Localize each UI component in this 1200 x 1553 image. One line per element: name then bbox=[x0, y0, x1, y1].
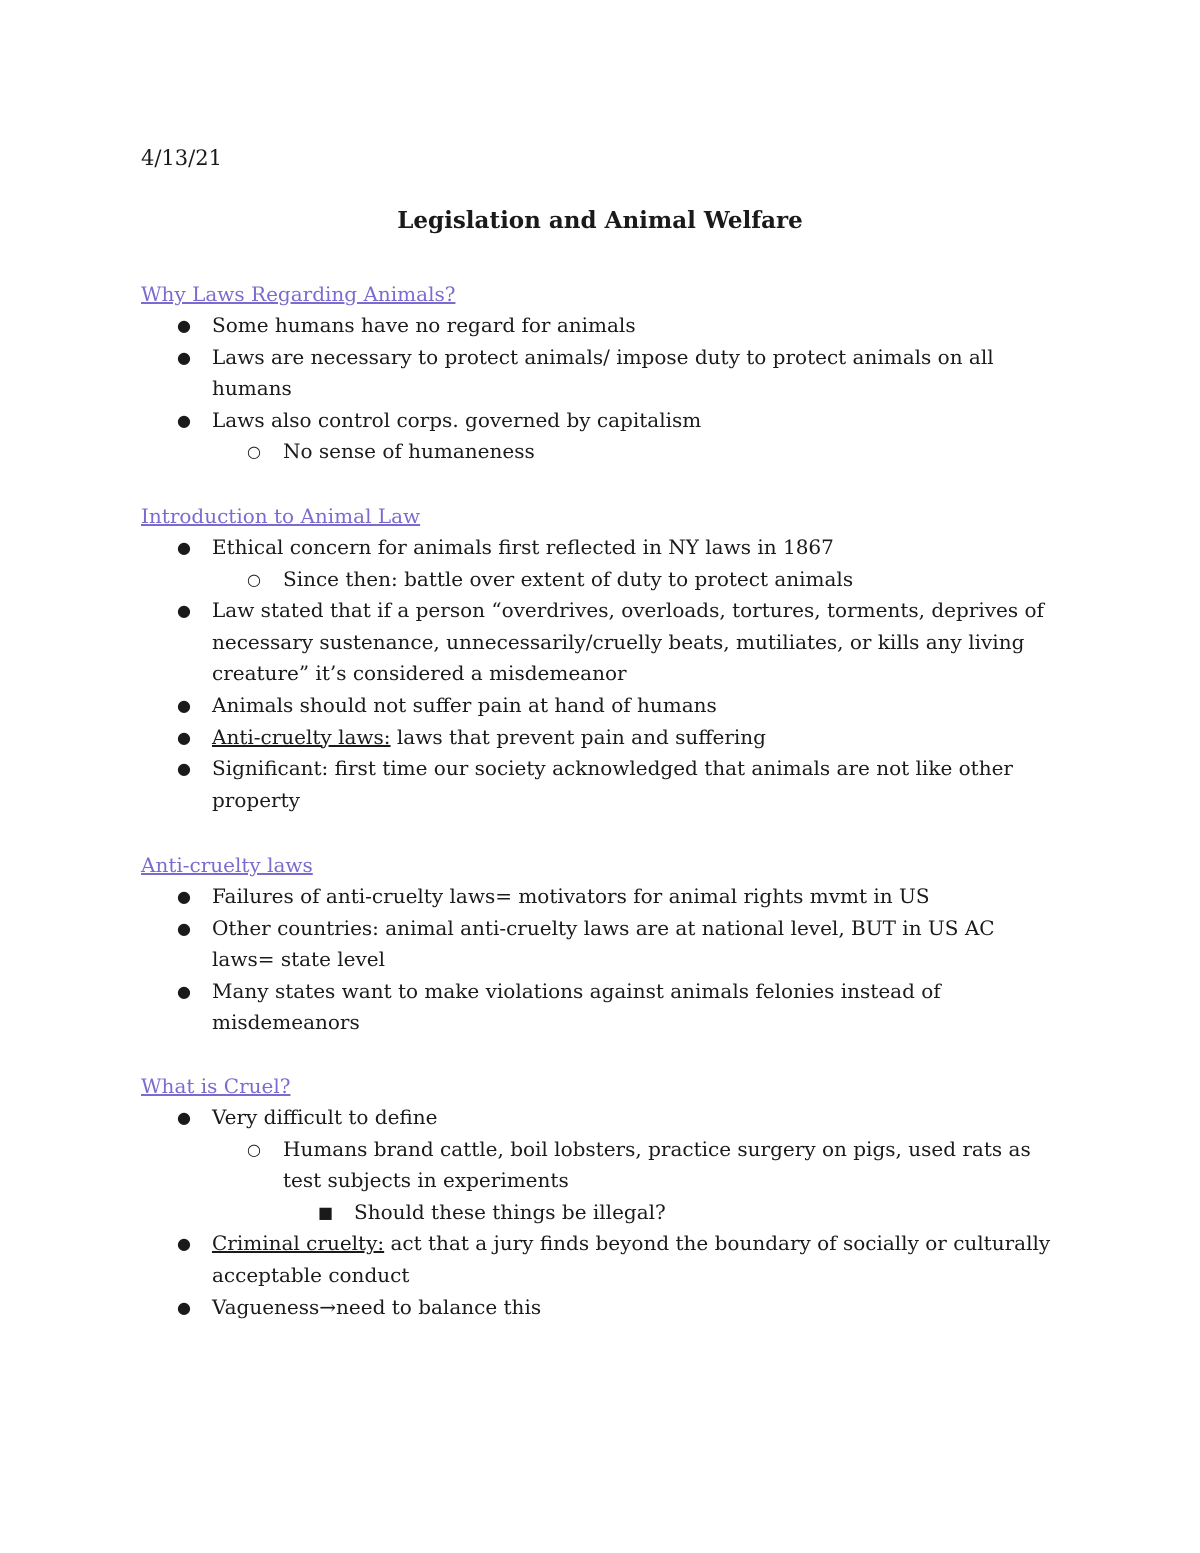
bullet-list bbox=[141, 310, 1061, 468]
bullet-list bbox=[141, 532, 1061, 816]
bullet-circle-icon: ○ bbox=[247, 569, 261, 589]
list-item: ● Some humans have no regard for animals bbox=[141, 310, 1061, 342]
list-item: ■ Should these things be illegal? bbox=[141, 1197, 1061, 1229]
list-item: ○ Since then: battle over extent of duty to protect animals bbox=[141, 564, 1061, 596]
term-criminal-cruelty: Criminal cruelty: bbox=[212, 1231, 385, 1256]
bullet-disc-icon: ● bbox=[177, 316, 191, 335]
section-intro-animal-law bbox=[141, 501, 1061, 816]
section-heading: Anti-cruelty laws bbox=[141, 853, 313, 877]
bullet-list bbox=[141, 881, 1061, 1039]
document-title: Legislation and Animal Welfare bbox=[397, 207, 803, 234]
list-item: ● Law stated that if a person “overdrives, overloads, tortures, torments, deprives of necessary sustenance, unnecessarily/cruelly beats, mutiliates, or kills any living creature” it’s considered a misdemeanor bbox=[141, 595, 1061, 690]
bullet-disc-icon: ● bbox=[177, 727, 191, 747]
bullet-disc-icon: ● bbox=[177, 410, 191, 430]
bullet-disc-icon: ● bbox=[177, 695, 191, 715]
list-item: ● Laws also control corps. governed by capitalism bbox=[141, 405, 1061, 437]
list-item: ○ Humans brand cattle, boil lobsters, practice surgery on pigs, used rats as test subjects in experiments bbox=[141, 1134, 1061, 1197]
bullet-disc-icon: ● bbox=[177, 981, 191, 1001]
list-item: ○ No sense of humaneness bbox=[141, 436, 1061, 468]
bullet-disc-icon: ● bbox=[177, 1234, 191, 1254]
bullet-disc-icon: ● bbox=[177, 918, 191, 938]
section-heading: What is Cruel? bbox=[141, 1074, 291, 1098]
bullet-disc-icon: ● bbox=[177, 347, 191, 367]
document-date: 4/13/21 bbox=[141, 146, 222, 170]
bullet-list bbox=[141, 1102, 1061, 1323]
section-anti-cruelty-laws bbox=[141, 850, 1061, 1039]
bullet-disc-icon: ● bbox=[177, 759, 191, 779]
section-heading: Why Laws Regarding Animals? bbox=[141, 282, 456, 306]
list-item: ● Ethical concern for animals first reflected in NY laws in 1867 bbox=[141, 532, 1061, 564]
bullet-disc-icon: ● bbox=[177, 1108, 191, 1127]
section-what-is-cruel bbox=[141, 1071, 1061, 1323]
bullet-circle-icon: ○ bbox=[247, 442, 261, 462]
bullet-disc-icon: ● bbox=[177, 538, 191, 557]
bullet-circle-icon: ○ bbox=[247, 1139, 261, 1159]
section-why-laws bbox=[141, 279, 1061, 468]
bullet-disc-icon: ● bbox=[177, 1297, 191, 1317]
list-item: ● Very difficult to define bbox=[141, 1102, 1061, 1134]
list-item: ● Vagueness→need to balance this bbox=[141, 1292, 1061, 1324]
list-item: ● Other countries: animal anti-cruelty laws are at national level, BUT in US AC laws= state level bbox=[141, 913, 1061, 976]
list-item: ● Anti-cruelty laws: laws that prevent pain and suffering bbox=[141, 722, 1061, 754]
bullet-disc-icon: ● bbox=[177, 887, 191, 906]
list-item: ● Criminal cruelty: act that a jury finds beyond the boundary of socially or culturally acceptable conduct bbox=[141, 1228, 1061, 1291]
list-item: ● Laws are necessary to protect animals/ impose duty to protect animals on all humans bbox=[141, 342, 1061, 405]
list-item: ● Many states want to make violations against animals felonies instead of misdemeanors bbox=[141, 976, 1061, 1039]
list-item: ● Animals should not suffer pain at hand of humans bbox=[141, 690, 1061, 722]
bullet-disc-icon: ● bbox=[177, 601, 191, 621]
list-item: ● Failures of anti-cruelty laws= motivators for animal rights mvmt in US bbox=[141, 881, 1061, 913]
bullet-square-icon: ■ bbox=[318, 1202, 334, 1222]
section-heading: Introduction to Animal Law bbox=[141, 504, 421, 528]
term-anti-cruelty-laws: Anti-cruelty laws: bbox=[212, 724, 391, 749]
list-item: ● Significant: first time our society acknowledged that animals are not like other property bbox=[141, 753, 1061, 816]
